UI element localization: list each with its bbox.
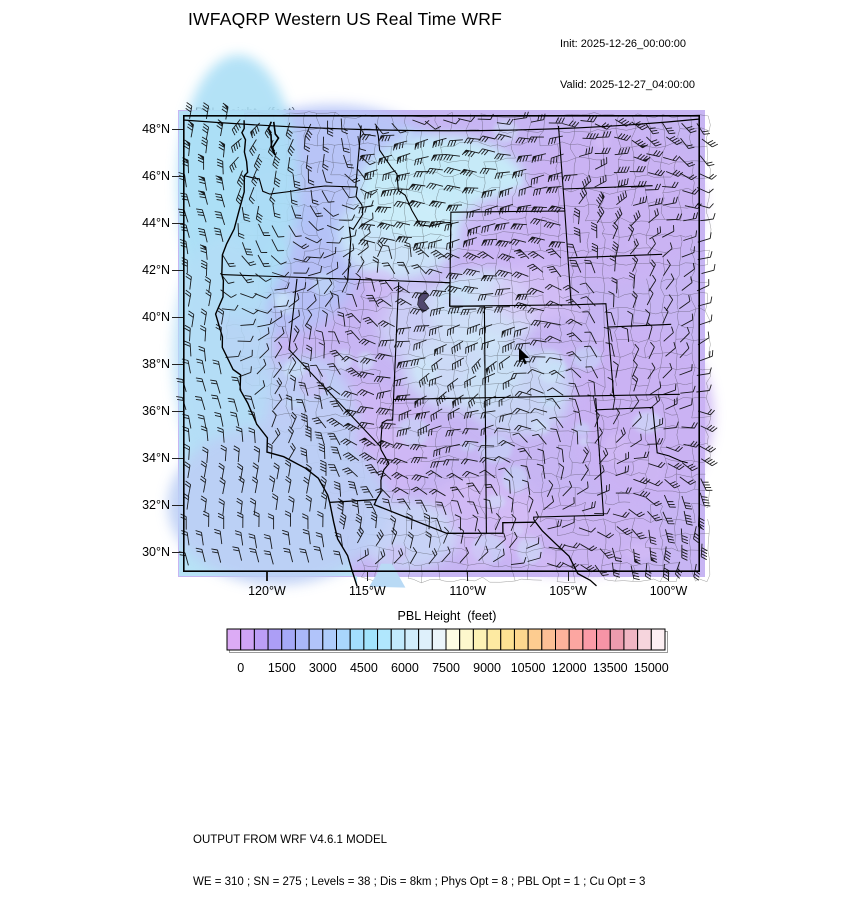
lat-tick-label: 36°N bbox=[142, 404, 170, 419]
colorbar-tick-label: 0 bbox=[237, 661, 245, 675]
run-times bbox=[560, 11, 695, 119]
lon-tick bbox=[266, 572, 267, 581]
colorbar-svg bbox=[226, 628, 670, 654]
lat-tick bbox=[172, 270, 183, 271]
footer-line1: OUTPUT FROM WRF V4.6.1 MODEL bbox=[193, 834, 388, 846]
lat-tick bbox=[172, 364, 183, 365]
lat-tick bbox=[172, 458, 183, 459]
footer-line2: WE = 310 ; SN = 275 ; Levels = 38 ; Dis = 8km ; Phys Opt = 8 ; PBL Opt = 1 ; Cu Opt = 3 bbox=[193, 876, 646, 888]
lat-tick bbox=[172, 317, 183, 318]
lat-tick-label: 44°N bbox=[142, 216, 170, 231]
lon-tick-label: 115°W bbox=[348, 584, 386, 598]
colorbar-tick-label: 15000 bbox=[633, 661, 669, 675]
colorbar-tick-label: 10500 bbox=[510, 661, 546, 675]
lat-tick bbox=[172, 505, 183, 506]
colorbar-tick-label: 3000 bbox=[308, 661, 337, 675]
colorbar-tick-label: 6000 bbox=[391, 661, 419, 675]
lon-tick bbox=[467, 572, 468, 581]
wrf-map-svg bbox=[183, 115, 700, 572]
colorbar-tick-label: 12000 bbox=[551, 661, 587, 675]
lat-tick-label: 30°N bbox=[142, 545, 170, 560]
page-title: IWFAQRP Western US Real Time WRF bbox=[188, 9, 502, 29]
model-footer bbox=[193, 805, 645, 917]
colorbar-tick-label: 9000 bbox=[473, 661, 501, 675]
colorbar-tick-label: 7500 bbox=[432, 661, 460, 675]
lat-tick bbox=[172, 176, 183, 177]
colorbar-tick-label: 1500 bbox=[267, 661, 296, 675]
lon-tick bbox=[668, 572, 669, 581]
mouse-cursor-icon bbox=[518, 348, 532, 368]
lat-tick-label: 38°N bbox=[142, 357, 170, 372]
init-time: Init: 2025-12-26_00:00:00 bbox=[560, 38, 686, 50]
colorbar bbox=[226, 628, 670, 659]
colorbar-title: PBL Height (feet) bbox=[397, 609, 497, 623]
lat-tick-label: 42°N bbox=[142, 263, 170, 278]
lat-tick bbox=[172, 129, 183, 130]
lat-tick-label: 46°N bbox=[142, 169, 170, 184]
colorbar-tick-label: 13500 bbox=[592, 661, 628, 675]
lon-tick-label: 100°W bbox=[649, 584, 688, 598]
lon-tick-label: 120°W bbox=[248, 584, 286, 598]
lat-tick bbox=[172, 552, 183, 553]
colorbar-tick-label: 4500 bbox=[349, 661, 378, 675]
lat-tick-label: 32°N bbox=[142, 498, 170, 513]
lon-tick-label: 110°W bbox=[449, 584, 487, 598]
lat-tick-label: 40°N bbox=[142, 310, 170, 325]
lat-tick-label: 34°N bbox=[142, 451, 170, 466]
valid-time: Valid: 2025-12-27_04:00:00 bbox=[560, 78, 695, 91]
lon-tick bbox=[568, 572, 569, 581]
lon-tick bbox=[367, 572, 368, 581]
lon-tick-label: 105°W bbox=[549, 584, 587, 598]
lat-tick bbox=[172, 223, 183, 224]
lat-tick-label: 48°N bbox=[142, 122, 170, 137]
lat-tick bbox=[172, 411, 183, 412]
map-canvas bbox=[183, 115, 700, 572]
